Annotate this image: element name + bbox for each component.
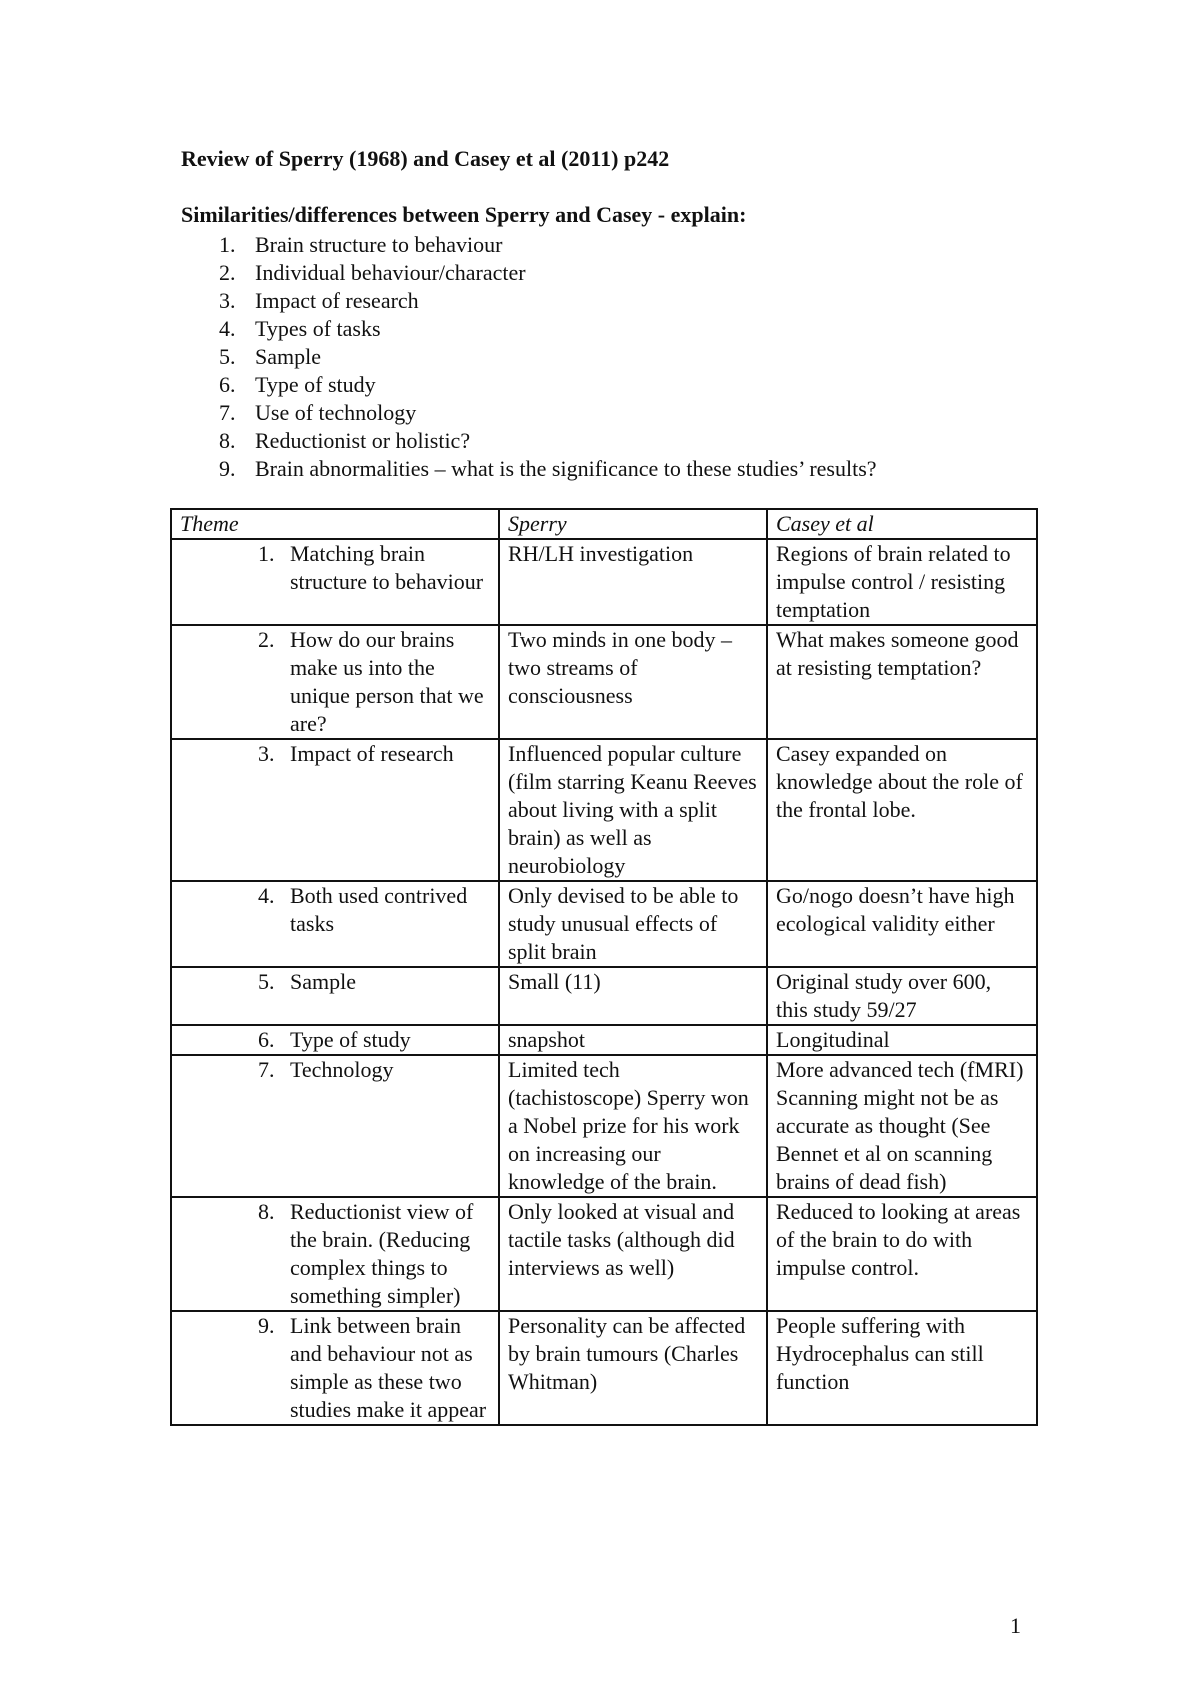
header-theme: Theme <box>171 509 499 539</box>
list-item-text: Reductionist or holistic? <box>255 428 471 453</box>
theme-text: Impact of research <box>290 741 454 766</box>
theme-text: Matching brain structure to behaviour <box>290 541 484 594</box>
table-row <box>171 881 1037 967</box>
header-casey: Casey et al <box>767 509 1037 539</box>
theme-text: Link between brain and behaviour not as simple as these two studies make it appear <box>290 1313 487 1422</box>
casey-cell: Reduced to looking at areas of the brain to do with impulse control. <box>767 1197 1037 1311</box>
list-item <box>181 399 877 427</box>
list-item-text: Impact of research <box>255 288 419 313</box>
table-row <box>171 539 1037 625</box>
casey-cell: People suffering with Hydrocephalus can still function <box>767 1311 1037 1425</box>
list-item-number: 9. <box>219 456 236 481</box>
casey-cell: What makes someone good at resisting temptation? <box>767 625 1037 739</box>
casey-cell: Casey expanded on knowledge about the role of the frontal lobe. <box>767 739 1037 881</box>
theme-number: 5. <box>258 969 275 994</box>
list-item-text: Use of technology <box>255 400 417 425</box>
sperry-cell: Only looked at visual and tactile tasks (although did interviews as well) <box>499 1197 767 1311</box>
list-item-text: Type of study <box>255 372 376 397</box>
list-item <box>181 371 877 399</box>
theme-number: 3. <box>258 741 275 766</box>
document-subtitle: Similarities/differences between Sperry and Casey - explain: <box>181 202 747 227</box>
sperry-cell: Influenced popular culture (film starring Keanu Reeves about living with a split brain) as well as neurobiology <box>499 739 767 881</box>
list-item <box>181 343 877 371</box>
table-row <box>171 1197 1037 1311</box>
list-item-number: 2. <box>219 260 236 285</box>
list-item-text: Brain abnormalities – what is the significance to these studies’ results? <box>255 456 877 481</box>
list-item-number: 7. <box>219 400 236 425</box>
casey-cell: Go/nogo doesn’t have high ecological validity either <box>767 881 1037 967</box>
table-row <box>171 1311 1037 1425</box>
table-row <box>171 1055 1037 1197</box>
list-item-number: 3. <box>219 288 236 313</box>
table-row <box>171 739 1037 881</box>
list-item <box>181 427 877 455</box>
theme-cell <box>171 1025 499 1055</box>
list-item-text: Brain structure to behaviour <box>255 232 503 257</box>
theme-number: 1. <box>258 541 275 566</box>
comparison-table <box>170 508 1038 1426</box>
theme-cell <box>171 739 499 881</box>
theme-number: 7. <box>258 1057 275 1082</box>
theme-text: Type of study <box>290 1027 411 1052</box>
list-item-number: 5. <box>219 344 236 369</box>
theme-text: How do our brains make us into the unique person that we are? <box>290 627 484 736</box>
list-item-number: 6. <box>219 372 236 397</box>
page-number: 1 <box>1010 1613 1021 1638</box>
list-item-text: Types of tasks <box>255 316 381 341</box>
list-item-text: Sample <box>255 344 321 369</box>
theme-text: Reductionist view of the brain. (Reducing complex things to something simpler) <box>290 1199 474 1308</box>
table-row <box>171 967 1037 1025</box>
theme-number: 9. <box>258 1313 275 1338</box>
table-row <box>171 625 1037 739</box>
document-title: Review of Sperry (1968) and Casey et al (2011) p242 <box>181 146 670 171</box>
theme-cell <box>171 1197 499 1311</box>
theme-number: 4. <box>258 883 275 908</box>
theme-number: 6. <box>258 1027 275 1052</box>
theme-cell <box>171 967 499 1025</box>
theme-number: 2. <box>258 627 275 652</box>
themes-list <box>181 231 877 483</box>
list-item-text: Individual behaviour/character <box>255 260 526 285</box>
theme-cell <box>171 625 499 739</box>
list-item <box>181 287 877 315</box>
list-item <box>181 455 877 483</box>
casey-cell: More advanced tech (fMRI) Scanning might not be as accurate as thought (See Bennet et al on scanning brains of dead fish) <box>767 1055 1037 1197</box>
casey-cell: Original study over 600, this study 59/27 <box>767 967 1037 1025</box>
sperry-cell: Limited tech (tachistoscope) Sperry won a Nobel prize for his work on increasing our knowledge of the brain. <box>499 1055 767 1197</box>
sperry-cell: Small (11) <box>499 967 767 1025</box>
sperry-cell: Only devised to be able to study unusual effects of split brain <box>499 881 767 967</box>
theme-cell <box>171 1055 499 1197</box>
theme-text: Technology <box>290 1057 394 1082</box>
theme-number: 8. <box>258 1199 275 1224</box>
list-item <box>181 259 877 287</box>
casey-cell: Regions of brain related to impulse control / resisting temptation <box>767 539 1037 625</box>
table-header-row <box>171 509 1037 539</box>
list-item-number: 8. <box>219 428 236 453</box>
list-item-number: 4. <box>219 316 236 341</box>
list-item <box>181 315 877 343</box>
theme-cell <box>171 539 499 625</box>
header-sperry: Sperry <box>499 509 767 539</box>
sperry-cell: RH/LH investigation <box>499 539 767 625</box>
sperry-cell: Personality can be affected by brain tumours (Charles Whitman) <box>499 1311 767 1425</box>
theme-text: Both used contrived tasks <box>290 883 468 936</box>
theme-cell <box>171 1311 499 1425</box>
table-row <box>171 1025 1037 1055</box>
sperry-cell: Two minds in one body – two streams of consciousness <box>499 625 767 739</box>
casey-cell: Longitudinal <box>767 1025 1037 1055</box>
theme-cell <box>171 881 499 967</box>
list-item <box>181 231 877 259</box>
list-item-number: 1. <box>219 232 236 257</box>
theme-text: Sample <box>290 969 356 994</box>
sperry-cell: snapshot <box>499 1025 767 1055</box>
